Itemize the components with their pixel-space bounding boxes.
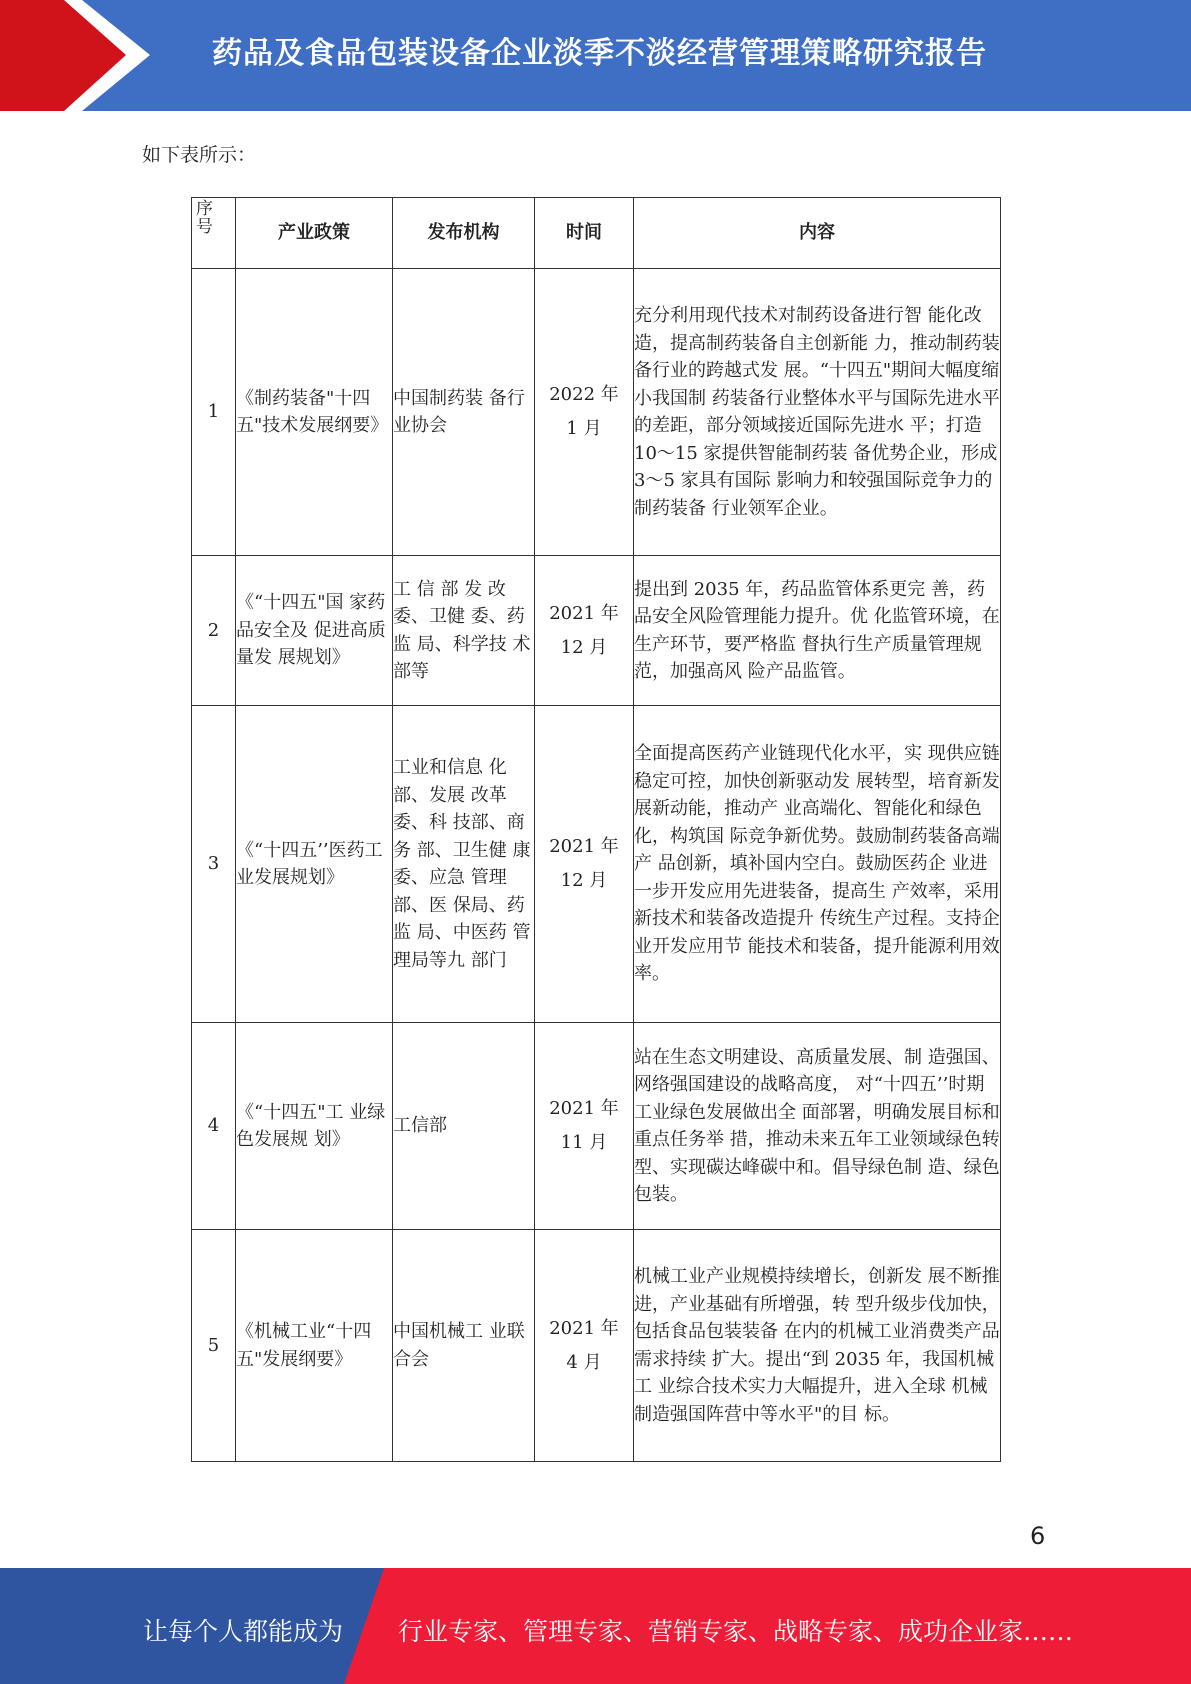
row-time bbox=[535, 1230, 634, 1462]
row-policy: 《“十四五"工 业绿色发展规 划》 bbox=[236, 1023, 393, 1230]
row-org: 工业和信息 化部、发展 改革委、科 技部、商务 部、卫生健 康委、应急 管理部、医 保局、药监 局、中医药 管理局等九 部门 bbox=[393, 706, 535, 1023]
page-header bbox=[0, 0, 1191, 111]
table-row bbox=[192, 1230, 1001, 1462]
row-content: 站在生态文明建设、高质量发展、制 造强国、网络强国建设的战略高度， 对“十四五’’时期工业绿色发展做出全 面部署，明确发展目标和重点任务举 措，推动未来五年工业领域绿色转 型、实现碳达峰碳中和。倡导绿色制 造、绿色包装。 bbox=[634, 1023, 1001, 1230]
row-time-text: 2021 年 4 月 bbox=[549, 1317, 619, 1373]
header-org: 发布机构 bbox=[393, 198, 535, 269]
footer-slogan-right: 行业专家、管理专家、营销专家、战略专家、成功企业家…… bbox=[398, 1617, 1074, 1646]
header-no bbox=[192, 198, 236, 269]
row-content: 全面提高医药产业链现代化水平，实 现供应链稳定可控，加快创新驱动发 展转型，培育新发展新动能，推动产 业高端化、智能化和绿色化，构筑国 际竞争新优势。鼓励制药装备高端产 品创新，填补国内空白。鼓励医药企 业进一步开发应用先进装备，提高生 产效率，采用新技术和装备改造提升 传统生产过程。支持企业开发应用节 能技术和装备，提升能源利用效率。 bbox=[634, 706, 1001, 1023]
row-policy: 《“十四五’’医药工业发展规划》 bbox=[236, 706, 393, 1023]
row-content: 提出到 2035 年，药品监管体系更完 善，药品安全风险管理能力提升。优 化监管环境，在生产环节，要严格监 督执行生产质量管理规范，加强高风 险产品监管。 bbox=[634, 556, 1001, 706]
table-row bbox=[192, 269, 1001, 556]
row-no: 4 bbox=[192, 1023, 236, 1230]
row-no: 2 bbox=[192, 556, 236, 706]
page-number: 6 bbox=[1030, 1522, 1046, 1550]
row-no: 1 bbox=[192, 269, 236, 556]
header-policy: 产业政策 bbox=[236, 198, 393, 269]
policy-table bbox=[191, 197, 1001, 1462]
row-no: 5 bbox=[192, 1230, 236, 1462]
intro-text: 如下表所示： bbox=[142, 144, 257, 166]
row-time bbox=[535, 269, 634, 556]
row-time-text: 2021 年 12 月 bbox=[549, 602, 619, 658]
row-no: 3 bbox=[192, 706, 236, 1023]
header-content: 内容 bbox=[634, 198, 1001, 269]
header-title: 药品及食品包装设备企业淡季不淡经营管理策略研究报告 bbox=[212, 36, 987, 71]
row-org: 工信部 bbox=[393, 1023, 535, 1230]
table-row bbox=[192, 556, 1001, 706]
row-org: 中国制药装 备行业协会 bbox=[393, 269, 535, 556]
row-time bbox=[535, 556, 634, 706]
row-org: 中国机械工 业联合会 bbox=[393, 1230, 535, 1462]
row-time bbox=[535, 706, 634, 1023]
row-policy: 《“十四五"国 家药品安全及 促进高质量发 展规划》 bbox=[236, 556, 393, 706]
row-policy: 《机械工业“十四五"发展纲要》 bbox=[236, 1230, 393, 1462]
row-time-text: 2021 年 12 月 bbox=[549, 836, 619, 891]
row-content: 充分利用现代技术对制药设备进行智 能化改造，提高制药装备自主创新能 力，推动制药装备行业的跨越式发 展。“十四五"期间大幅度缩小我国制 药装备行业整体水平与国际先进水平 的差距，部分领域接近国际先进水 平；打造 10〜15 家提供智能制药装 备优势企业，形成 3〜5 家具有国际 影响力和较强国际竞争力的制药装备 行业领军企业。 bbox=[634, 269, 1001, 556]
row-org: 工 信 部 发 改 委、卫健 委、药监 局、科学技 术部等 bbox=[393, 556, 535, 706]
table-row bbox=[192, 1023, 1001, 1230]
table-header-row bbox=[192, 198, 1001, 269]
row-time bbox=[535, 1023, 634, 1230]
header-no-label: 序号 bbox=[196, 199, 213, 237]
header-time: 时间 bbox=[535, 198, 634, 269]
table-row bbox=[192, 706, 1001, 1023]
footer-slogan-left: 让每个人都能成为 bbox=[143, 1617, 344, 1646]
page-footer bbox=[0, 1568, 1191, 1684]
row-policy: 《制药装备"十四五"技术发展纲要》 bbox=[236, 269, 393, 556]
row-content: 机械工业产业规模持续增长，创新发 展不断推进，产业基础有所增强，转 型升级步伐加快，包括食品包装装备 在内的机械工业消费类产品需求持续 扩大。提出“到 2035 年，我国机械工 业综合技术实力大幅提升，进入全球 机械制造强国阵营中等水平"的目 标。 bbox=[634, 1230, 1001, 1462]
row-time-text: 2021 年 11 月 bbox=[549, 1098, 619, 1153]
row-time-text: 2022 年 1 月 bbox=[549, 384, 619, 439]
